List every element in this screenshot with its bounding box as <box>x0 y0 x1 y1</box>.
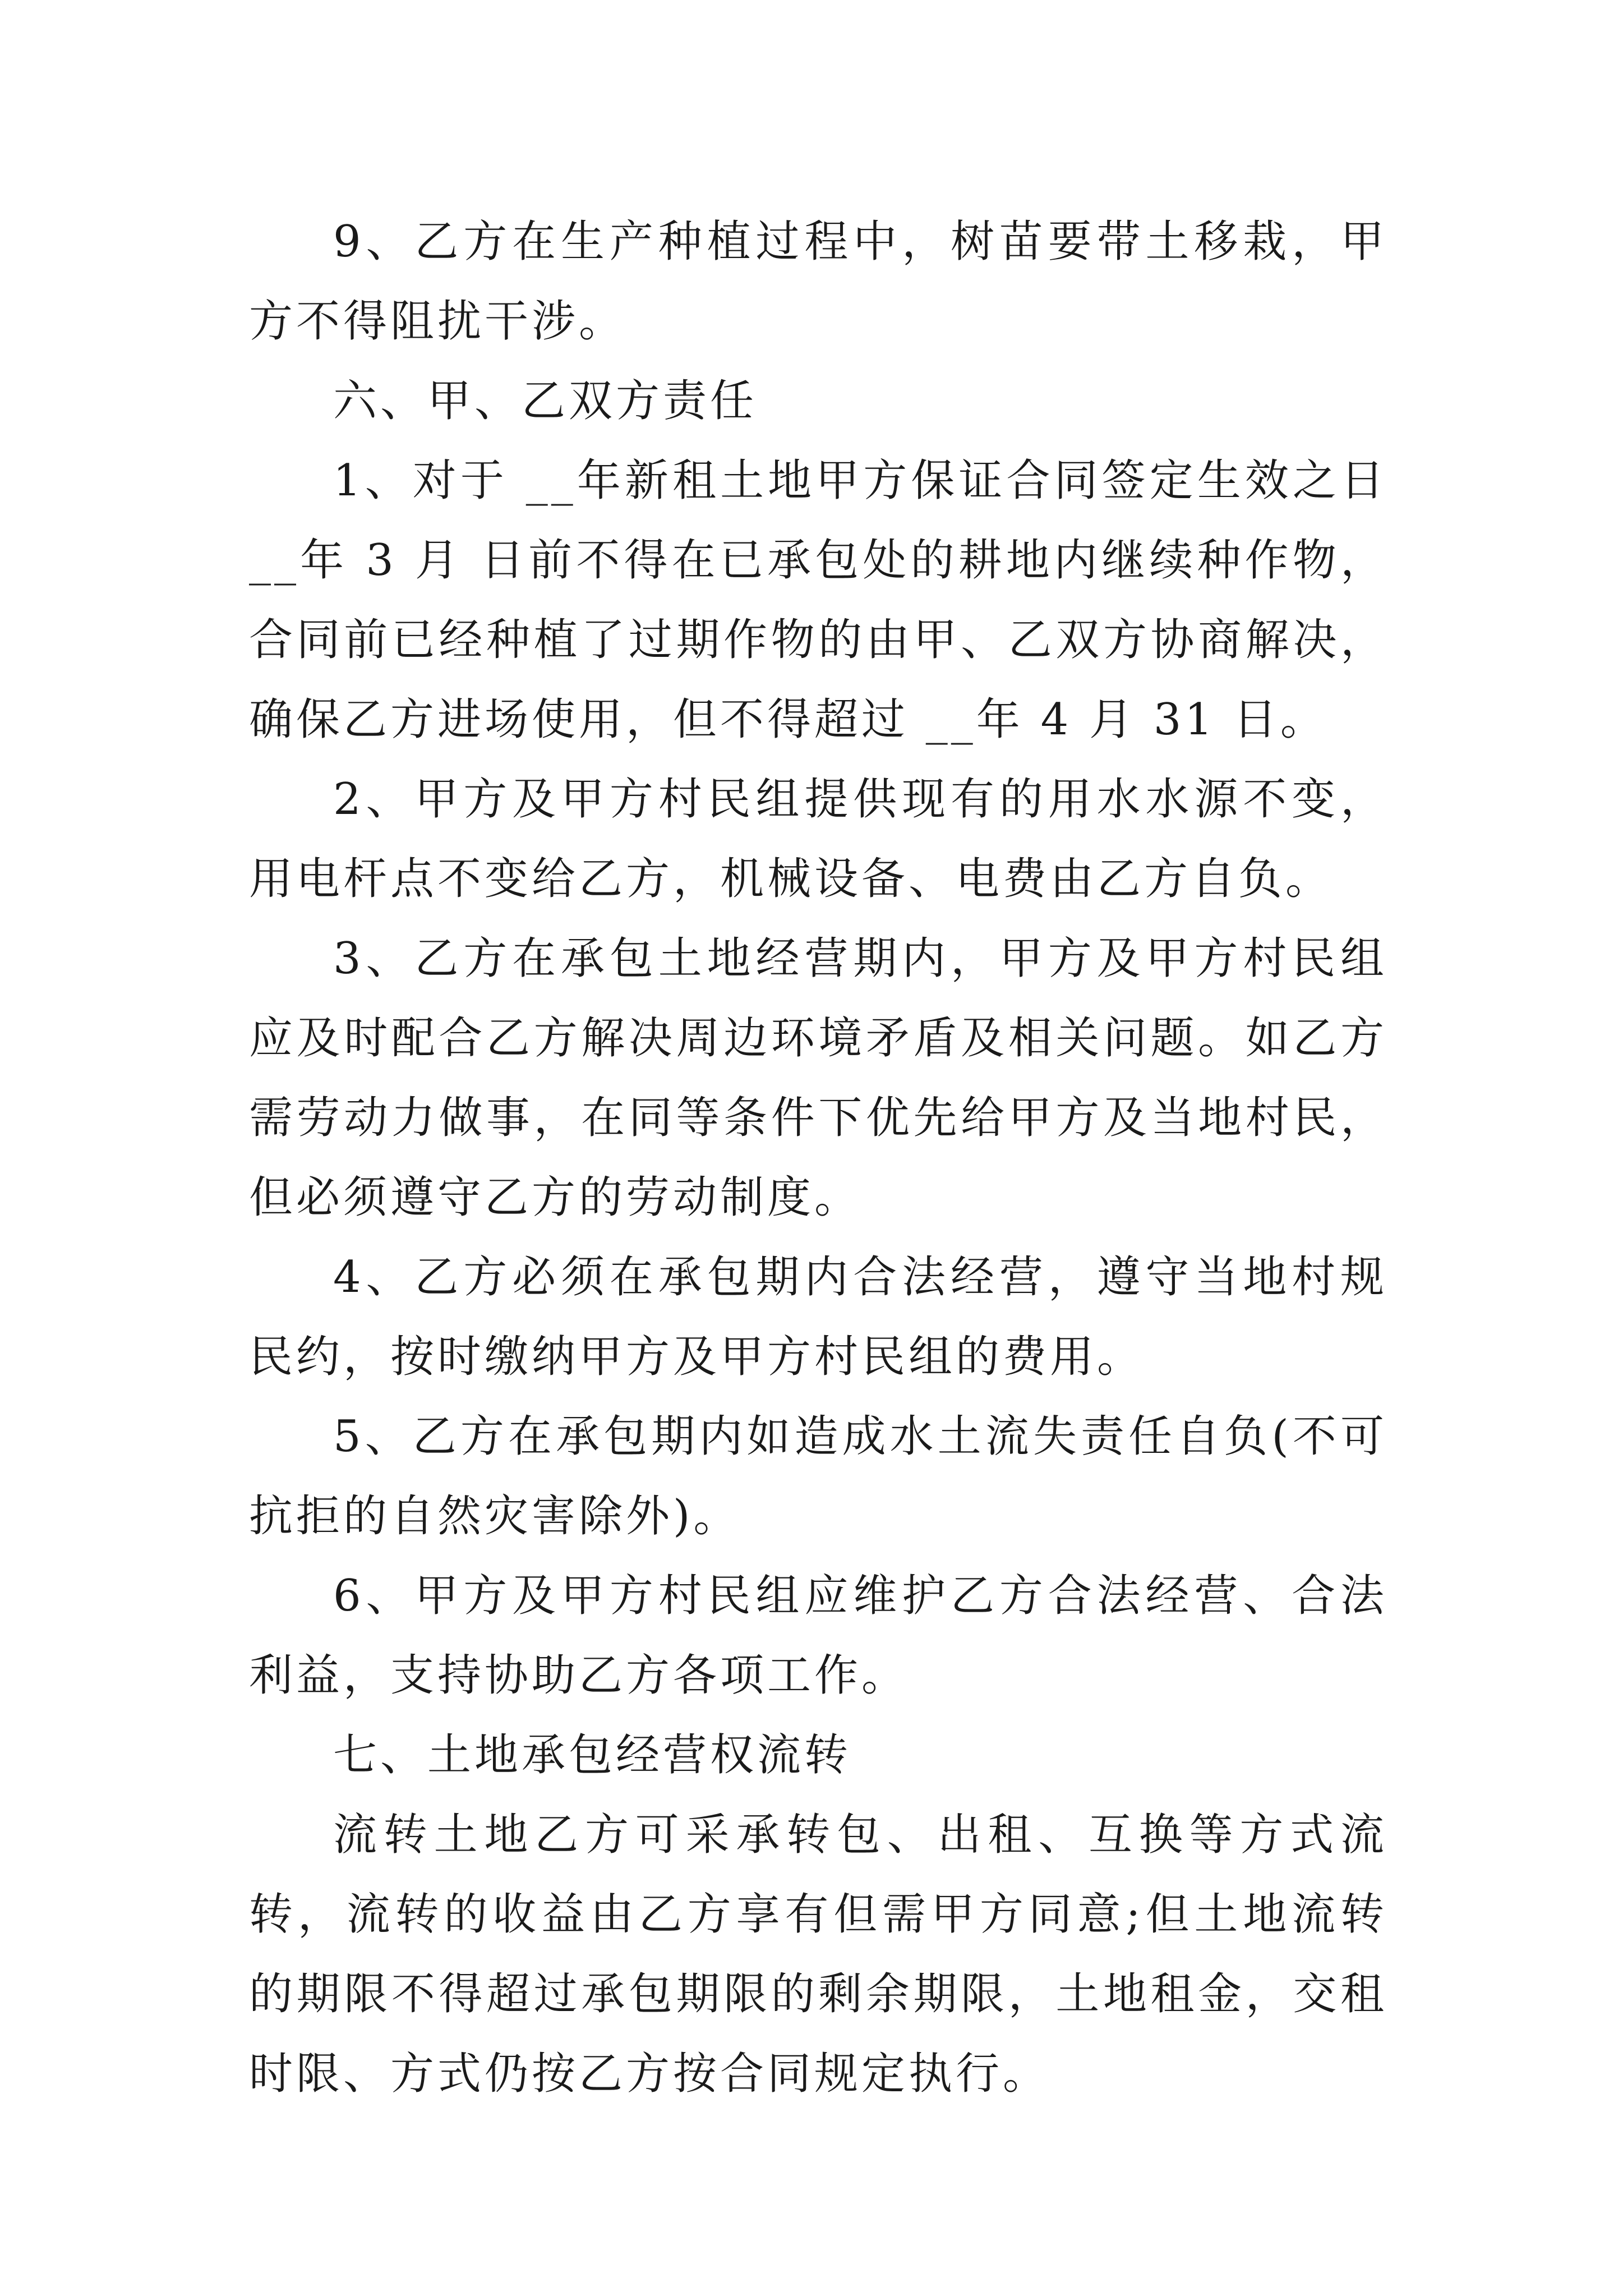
paragraph-clause-6: 6、甲方及甲方村民组应维护乙方合法经营、合法利益，支持协助乙方各项工作。 <box>249 1571 1387 1701</box>
paragraph-clause-1: 1、对于 __年新租土地甲方保证合同签定生效之日 __年 3 月 日前不得在已承包处的耕地内继续种作物，合同前已经种植了过期作物的由甲、乙双方协商解决，确保乙方进场使用，但不得超过 __年 4 月 31 日。 <box>249 455 1387 745</box>
paragraph-clause-5: 5、乙方在承包期内如造成水土流失责任自负(不可抗拒的自然灾害除外)。 <box>249 1411 1387 1542</box>
paragraph-clause-3: 3、乙方在承包土地经营期内，甲方及甲方村民组应及时配合乙方解决周边环境矛盾及相关问题。如乙方需劳动力做事，在同等条件下优先给甲方及当地村民，但必须遵守乙方的劳动制度。 <box>249 933 1387 1223</box>
paragraph-clause-2: 2、甲方及甲方村民组提供现有的用水水源不变，用电杆点不变给乙方，机械设备、电费由乙方自负。 <box>249 774 1387 904</box>
paragraph-clause-9: 9、乙方在生产种植过程中，树苗要带土移栽，甲方不得阻扰干涉。 <box>249 217 1387 347</box>
paragraph-transfer: 流转土地乙方可采承转包、出租、互换等方式流转，流转的收益由乙方享有但需甲方同意;但土地流转的期限不得超过承包期限的剩余期限，土地租金，交租时限、方式仍按乙方按合同规定执行。 <box>249 1810 1387 2099</box>
paragraph-clause-4: 4、乙方必须在承包期内合法经营，遵守当地村规民约，按时缴纳甲方及甲方村民组的费用。 <box>249 1252 1387 1382</box>
section-heading-7: 七、土地承包经营权流转 <box>333 1730 852 1780</box>
document-body <box>249 202 1387 2114</box>
section-heading-6: 六、甲、乙双方责任 <box>333 376 758 426</box>
